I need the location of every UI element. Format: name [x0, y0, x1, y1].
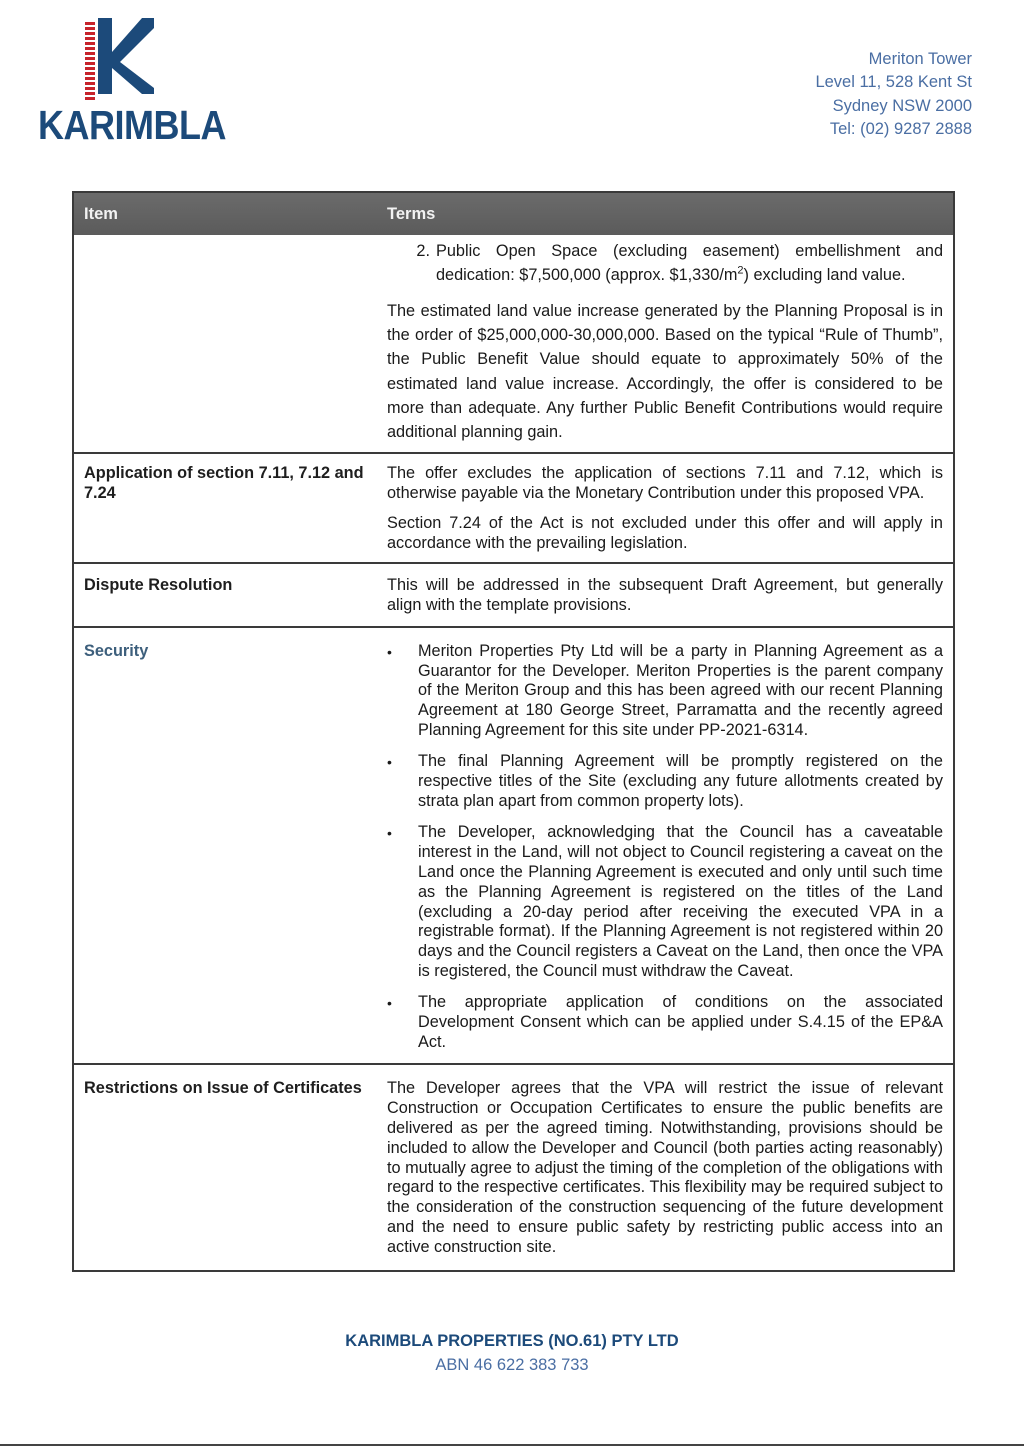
- numbered-item: [387, 239, 943, 287]
- table-row: [73, 235, 954, 453]
- footer-company-name: KARIMBLA PROPERTIES (NO.61) PTY LTD: [345, 1332, 679, 1350]
- address-line-building: Meriton Tower: [868, 50, 972, 68]
- list-item: • Meriton Properties Pty Ltd will be a party in Planning Agreement as a Guarantor for the Developer. Meriton Properties is the parent company of the Meriton Group and this has been agreed with our recent Planning Agreement at 180 George Street, Parramatta and the recently agreed Planning Agreement for this site under PP-2021-6314.: [387, 641, 943, 740]
- row1-terms-cell: [375, 235, 954, 453]
- karimbla-logo: [38, 18, 226, 148]
- list-item: • The final Planning Agreement will be promptly registered on the respective titles of the Site (excluding any future allotments created by strata plan apart from common property lots).: [387, 752, 943, 810]
- table-row: [73, 453, 954, 563]
- address-line-phone: Tel: (02) 9287 2888: [829, 119, 972, 138]
- logo-wordmark: KARIMBLA: [38, 102, 226, 148]
- row5-terms-text: The Developer agrees that the VPA will restrict the issue of relevant Construction or Occupation Certificates to ensure the public benefits are delivered as per the agreed timing. Notwithstanding, provisions should be included to allow the Developer and Council (both parties acting reasonably) to mutually agree to adjust the timing of the completion of the obligations with regard to the respective certificates. This flexibility may be required subject to the consideration of the construction sequencing of the future development and the need to ensure public safety by restricting public access into an active construction site.: [375, 1064, 954, 1271]
- address-line-city: Sydney NSW 2000: [832, 96, 972, 115]
- table-row: [73, 627, 954, 1064]
- letterhead-address: [815, 48, 972, 141]
- terms-table: [72, 191, 955, 1272]
- header-terms: Terms: [375, 192, 954, 235]
- bottom-divider: [0, 1444, 1024, 1446]
- numbered-item-number: 2.: [416, 242, 430, 260]
- row3-terms-text: This will be addressed in the subsequent Draft Agreement, but generally align with the template provisions.: [375, 563, 954, 627]
- footer-abn: ABN 46 622 383 733: [435, 1356, 589, 1374]
- table-header-row: [73, 192, 954, 235]
- row2-paragraph-1: The offer excludes the application of sections 7.11 and 7.12, which is otherwise payable via the Monetary Contribution under this proposed VPA.: [387, 464, 943, 503]
- security-bullet-list: [387, 642, 943, 1053]
- logo-k-mark: [98, 18, 154, 94]
- logo-stripes: [85, 22, 95, 102]
- row2-paragraph-2: Section 7.24 of the Act is not excluded under this offer and will apply in accordance with the prevailing legislation.: [387, 514, 943, 552]
- list-item: • The appropriate application of conditions on the associated Development Consent which can be applied under S.4.15 of the EP&A Act.: [387, 993, 943, 1051]
- bullet-marker: •: [387, 824, 392, 841]
- bullet-marker: •: [387, 995, 392, 1012]
- list-item: • The Developer, acknowledging that the Council has a caveatable interest in the Land, will not object to Council registering a caveat on the Land once the Planning Agreement is executed and only until such time as the Planning Agreement is registered on the titles of the Land (excluding a 20-day period after receiving the executed VPA in a registrable format). If the Planning Agreement is not registered within 20 days and the Council registers a Caveat on the Land, then once the VPA is registered, the Council must withdraw the Caveat.: [387, 822, 943, 981]
- row2-item-label: Application of section 7.11, 7.12 and 7.24: [73, 453, 375, 563]
- land-value-paragraph: The estimated land value increase generated by the Planning Proposal is in the order of $25,000,000-30,000,000. Based on the typical “Rule of Thumb”, the Public Benefit Value should equate to approximately 50% of the estimated land value increase. Accordingly, the offer is considered to be more than adequate. Any further Public Benefit Contributions would require additional planning gain.: [387, 302, 943, 442]
- row4-terms-cell: [375, 627, 954, 1064]
- row2-terms-cell: [375, 453, 954, 563]
- bullet-marker: •: [387, 754, 392, 771]
- header-item: Item: [73, 192, 375, 235]
- table-row: [73, 1064, 954, 1271]
- row4-item-label: Security: [73, 627, 375, 1064]
- address-line-street: Level 11, 528 Kent St: [815, 73, 972, 92]
- table-row: [73, 563, 954, 627]
- row1-item-cell: [73, 235, 375, 453]
- row5-item-label: Restrictions on Issue of Certificates: [73, 1064, 375, 1271]
- bullet-marker: •: [387, 643, 392, 660]
- numbered-item-text: Public Open Space (excluding easement) embellishment and dedication: $7,500,000 (approx. $\$1,330/m^2$) excluding land value.: [436, 242, 943, 284]
- row3-item-label: Dispute Resolution: [73, 563, 375, 627]
